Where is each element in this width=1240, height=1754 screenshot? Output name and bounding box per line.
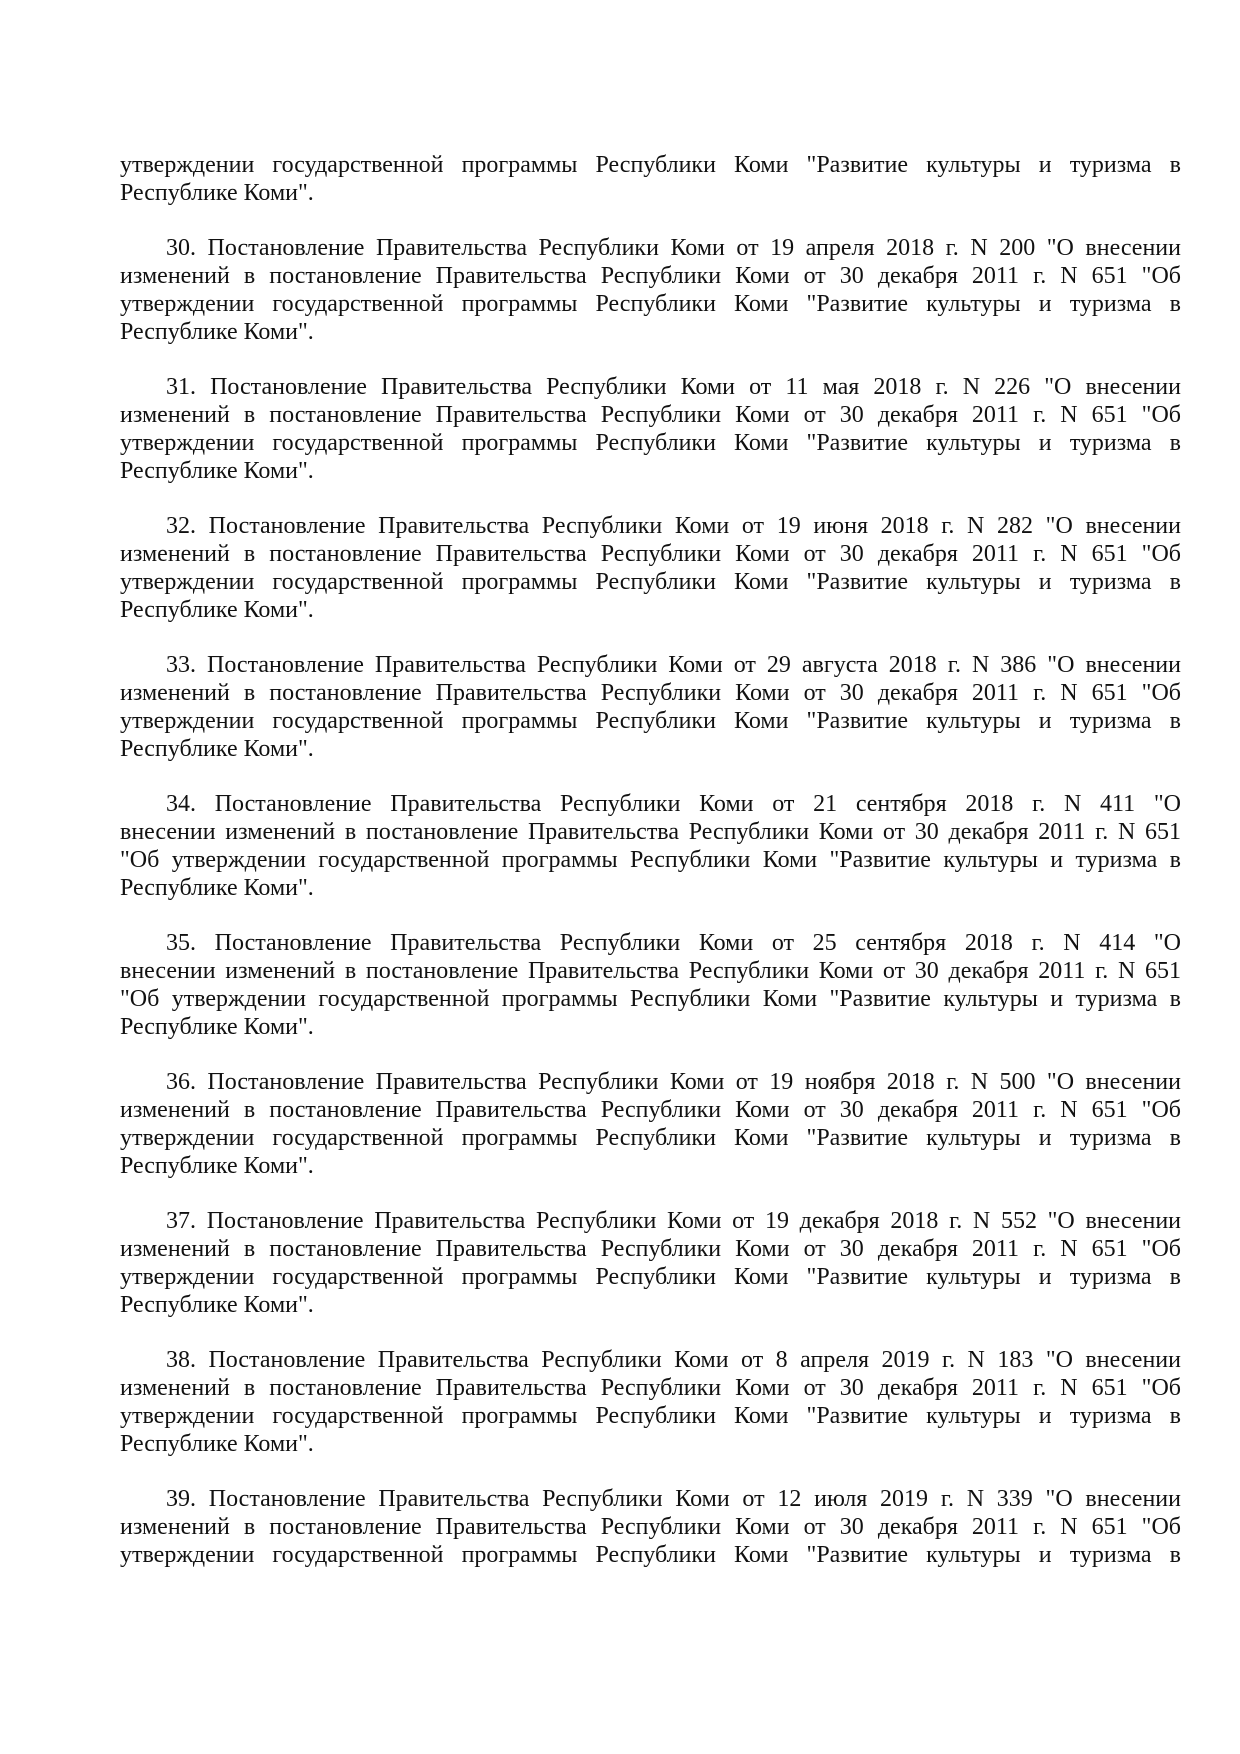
paragraph-line: 36. Постановление Правительства Республики Коми от 19 ноября 2018 г. N 500 "О внесении xyxy=(166,1069,1181,1095)
paragraph-line: изменений в постановление Правительства Республики Коми от 30 декабря 2011 г. N 651 "Об xyxy=(120,263,1181,289)
paragraph-line: утверждении государственной программы Республики Коми "Развитие культуры и туризма в xyxy=(120,708,1181,734)
paragraph-line: 35. Постановление Правительства Республики Коми от 25 сентября 2018 г. N 414 "О xyxy=(166,930,1181,956)
paragraph-line: 32. Постановление Правительства Республики Коми от 19 июня 2018 г. N 282 "О внесении xyxy=(166,513,1181,539)
paragraph-line: изменений в постановление Правительства Республики Коми от 30 декабря 2011 г. N 651 "Об xyxy=(120,402,1181,428)
paragraph-line: 34. Постановление Правительства Республики Коми от 21 сентября 2018 г. N 411 "О xyxy=(166,791,1181,817)
list-item-paragraph xyxy=(120,1346,1181,1458)
paragraph-line: 37. Постановление Правительства Республики Коми от 19 декабря 2018 г. N 552 "О внесении xyxy=(166,1208,1181,1234)
paragraph-line: Республике Коми". xyxy=(120,1431,314,1457)
paragraph-line: Республике Коми". xyxy=(120,597,314,623)
paragraph-line: Республике Коми". xyxy=(120,1014,314,1040)
list-item-paragraph xyxy=(120,373,1181,485)
paragraph-line: утверждении государственной программы Республики Коми "Развитие культуры и туризма в xyxy=(120,1403,1181,1429)
list-item-paragraph xyxy=(120,234,1181,346)
list-item-paragraph xyxy=(120,1068,1181,1180)
paragraph-line: утверждении государственной программы Республики Коми "Развитие культуры и туризма в xyxy=(120,291,1181,317)
list-item-paragraph xyxy=(120,929,1181,1041)
paragraph-line: Республике Коми". xyxy=(120,1292,314,1318)
paragraph-line: "Об утверждении государственной программы Республики Коми "Развитие культуры и туризма в xyxy=(120,986,1181,1012)
paragraph-line: изменений в постановление Правительства Республики Коми от 30 декабря 2011 г. N 651 "Об xyxy=(120,1097,1181,1123)
paragraph-line: 39. Постановление Правительства Республики Коми от 12 июля 2019 г. N 339 "О внесении xyxy=(166,1486,1181,1512)
paragraph-line: внесении изменений в постановление Правительства Республики Коми от 30 декабря 2011 г. N 651 xyxy=(120,819,1181,845)
paragraph-line: изменений в постановление Правительства Республики Коми от 30 декабря 2011 г. N 651 "Об xyxy=(120,680,1181,706)
paragraph-line: 38. Постановление Правительства Республики Коми от 8 апреля 2019 г. N 183 "О внесении xyxy=(166,1347,1181,1373)
paragraph-line: Республике Коми". xyxy=(120,458,314,484)
paragraph-line: изменений в постановление Правительства Республики Коми от 30 декабря 2011 г. N 651 "Об xyxy=(120,1236,1181,1262)
paragraph-line: изменений в постановление Правительства Республики Коми от 30 декабря 2011 г. N 651 "Об xyxy=(120,1375,1181,1401)
list-item-paragraph xyxy=(120,1207,1181,1319)
paragraph-line: утверждении государственной программы Республики Коми "Развитие культуры и туризма в xyxy=(120,1264,1181,1290)
paragraph-line: Республике Коми". xyxy=(120,1153,314,1179)
paragraph-line: "Об утверждении государственной программы Республики Коми "Развитие культуры и туризма в xyxy=(120,847,1181,873)
paragraph-line: 33. Постановление Правительства Республики Коми от 29 августа 2018 г. N 386 "О внесении xyxy=(166,652,1181,678)
paragraph-line: утверждении государственной программы Республики Коми "Развитие культуры и туризма в xyxy=(120,430,1181,456)
paragraph-line: утверждении государственной программы Республики Коми "Развитие культуры и туризма в xyxy=(120,569,1181,595)
list-item-paragraph xyxy=(120,512,1181,624)
list-item-paragraph xyxy=(120,1485,1181,1569)
list-item-paragraph xyxy=(120,151,1181,207)
paragraph-line: Республике Коми". xyxy=(120,875,314,901)
paragraph-line: изменений в постановление Правительства Республики Коми от 30 декабря 2011 г. N 651 "Об xyxy=(120,1514,1181,1540)
paragraph-line: Республике Коми". xyxy=(120,319,314,345)
paragraph-line: 30. Постановление Правительства Республики Коми от 19 апреля 2018 г. N 200 "О внесении xyxy=(166,235,1181,261)
paragraph-line: утверждении государственной программы Республики Коми "Развитие культуры и туризма в xyxy=(120,152,1181,178)
document-body xyxy=(120,151,1181,1596)
paragraph-line: Республике Коми". xyxy=(120,180,314,206)
list-item-paragraph xyxy=(120,651,1181,763)
paragraph-line: утверждении государственной программы Республики Коми "Развитие культуры и туризма в xyxy=(120,1125,1181,1151)
paragraph-line: изменений в постановление Правительства Республики Коми от 30 декабря 2011 г. N 651 "Об xyxy=(120,541,1181,567)
paragraph-line: 31. Постановление Правительства Республики Коми от 11 мая 2018 г. N 226 "О внесении xyxy=(166,374,1181,400)
list-item-paragraph xyxy=(120,790,1181,902)
paragraph-line: внесении изменений в постановление Правительства Республики Коми от 30 декабря 2011 г. N 651 xyxy=(120,958,1181,984)
paragraph-line: Республике Коми". xyxy=(120,736,314,762)
paragraph-line: утверждении государственной программы Республики Коми "Развитие культуры и туризма в xyxy=(120,1542,1181,1568)
